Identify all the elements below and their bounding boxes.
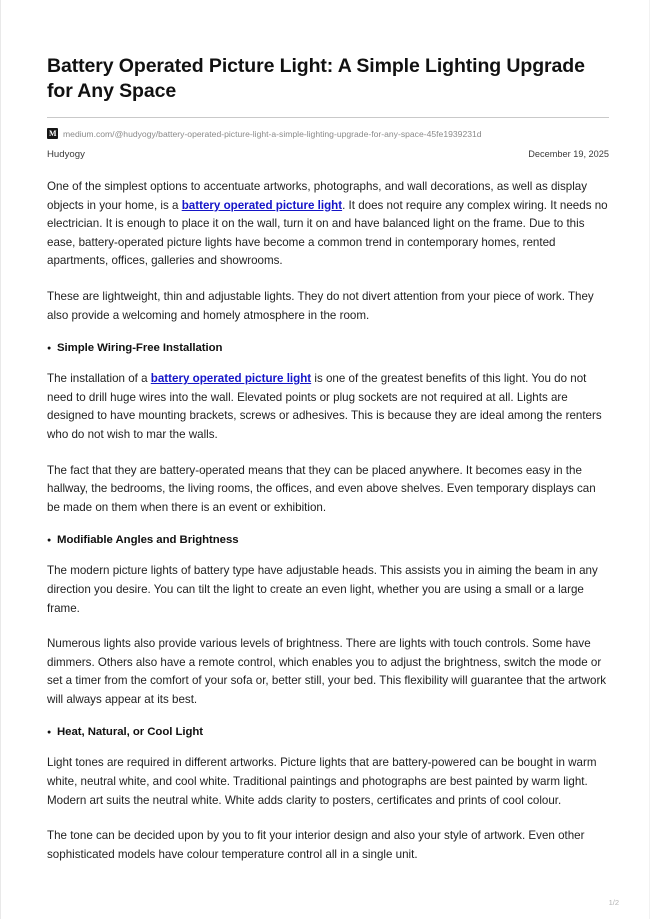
- article-body: [47, 178, 609, 864]
- paragraph-4: The fact that they are battery-operated means that they can be placed anywhere. It becomes easy in the hallway, the bedrooms, the living rooms, the offices, and even above shelves. Even temporary displays can be made on them when there is an event or exhibition.: [47, 463, 596, 514]
- battery-picture-light-link-1[interactable]: battery operated picture light: [181, 198, 343, 212]
- paragraph-1: [47, 178, 609, 271]
- medium-favicon-icon: M: [48, 129, 57, 138]
- page-number: 1/2: [608, 898, 619, 907]
- section-heading-heat-natural-or-cool-light: ● Heat, Natural, or Cool Light: [47, 726, 609, 738]
- paragraph-3: [47, 370, 609, 444]
- paragraph-6: Numerous lights also provide various levels of brightness. There are lights with touch controls. Some have dimmers. Others also have a remote control, which enables you to adjust the brightness, switch the mode or set a timer from the comfort of your sofa or, better still, your bed. This flexibility will guarantee that the artwork will always appear at its best.: [47, 637, 607, 706]
- paragraph-5: The modern picture lights of battery type have adjustable heads. This assists you in aiming the beam in any direction you desire. You can tilt the light to create an even light, whether you are using a small or a large frame.: [47, 564, 598, 615]
- paragraph-8: The tone can be decided upon by you to fit your interior design and also your style of artwork. Even other sophisticated models have colour temperature control all in a single unit.: [47, 829, 585, 861]
- section-heading-simple-wiring-free-installation: ● Simple Wiring-Free Installation: [47, 342, 609, 354]
- paragraph-2: These are lightweight, thin and adjustable lights. They do not divert attention from your piece of work. They also provide a welcoming and homely atmosphere in the room.: [47, 289, 594, 322]
- author-name: Hudyogy: [47, 149, 85, 160]
- battery-picture-light-link-2[interactable]: battery operated picture light: [150, 372, 312, 386]
- byline-row: [47, 149, 609, 160]
- paragraph-1-text-after: . It does not require any complex wiring. It needs no electrician. It is enough to place it on the wall, turn it on and have balanced light on the frame. Due to this ease, battery-operated picture lights have become a common trend in contemporary homes, rented apartments, offices, galleries and showrooms.: [47, 198, 608, 268]
- source-url[interactable]: medium.com/@hudyogy/battery-operated-picture-light-a-simple-lighting-upgrade-for-any-space-45fe1939231d: [63, 128, 482, 139]
- article-content: [47, 54, 609, 864]
- paragraph-1-text-before: One of the simplest options to accentuate artworks, photographs, and wall decorations, as well as display objects in your home, is a: [47, 180, 588, 212]
- title-divider: [47, 117, 609, 118]
- paragraph-3-text-before: The installation of a: [47, 372, 151, 386]
- paragraph-7: Light tones are required in different artworks. Picture lights that are battery-powered can be bought in warm white, neutral white, and cool white. Traditional paintings and photographs are best painted by warm light. Modern art suits the neutral white. White adds clarity to posters, certificates and prints of cool colour.: [47, 756, 597, 807]
- section-heading-modifiable-angles-and-brightness: ● Modifiable Angles and Brightness: [47, 534, 609, 546]
- publish-date: December 19, 2025: [528, 149, 609, 159]
- page-title: Battery Operated Picture Light: A Simple Lighting Upgrade for Any Space: [47, 55, 585, 102]
- paragraph-3-text-after: is one of the greatest benefits of this light. You do not need to drill huge wires into the wall. Elevated points or plug sockets are not required at all. Lights are designed to have mounting brackets, screws or adhesives. This is because they are ideal among the renters who do not wish to mar the walls.: [47, 372, 602, 441]
- source-url-row: [47, 127, 609, 140]
